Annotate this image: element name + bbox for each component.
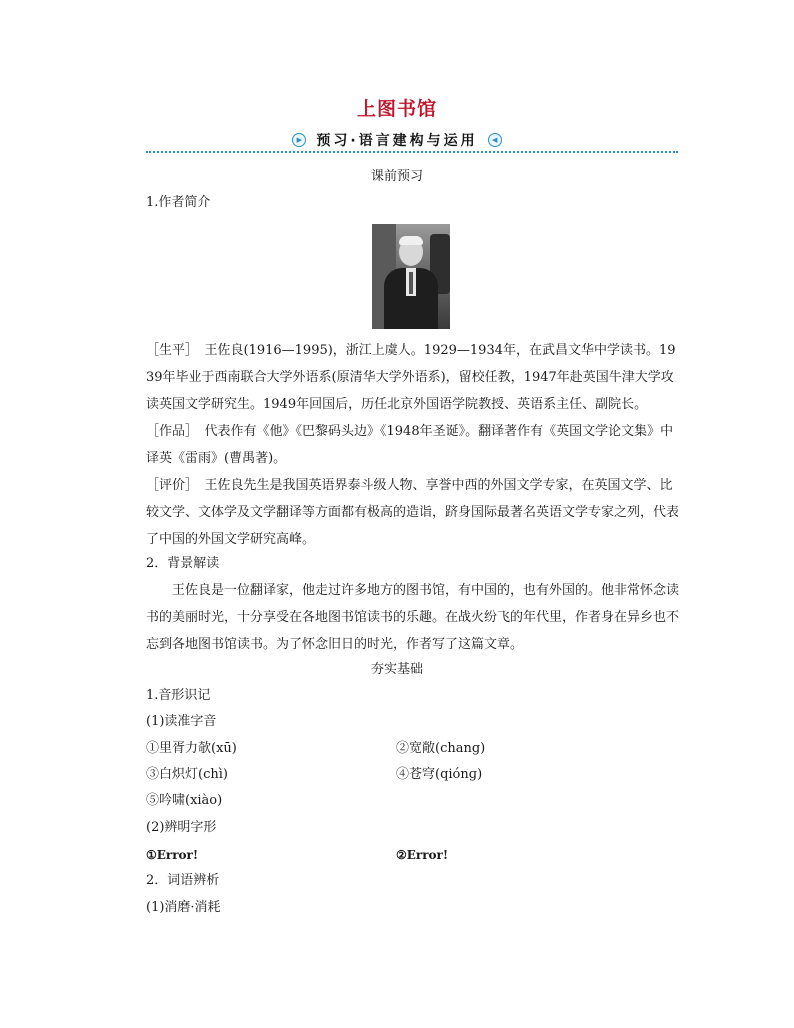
play-left-icon: ◀ [488, 133, 502, 147]
pron-item: ⑤吟啸(xiào) [146, 793, 223, 808]
word-subheading: (1)消磨·消耗 [146, 900, 221, 915]
section-banner [0, 129, 794, 151]
section-heading-basic: 夯实基础 [370, 662, 423, 677]
page-title: 上图书馆 [356, 98, 437, 120]
pron-item: ①里胥力欹(xū) [146, 741, 237, 756]
pron-item: ②宽敞(chang) [396, 741, 486, 756]
author-portrait [372, 224, 450, 329]
section-heading-preview: 课前预习 [370, 169, 423, 184]
life-paragraph: ［生平］ 王佐良(1916—1995)，浙江上虞人。1929—1934年，在武昌文华中学读书。1939年毕业于西南联合大学外语系(原清华大学外语系)，留校任教，1947年赴英国牛津大学攻读英国文学研究生。1949年回国后，历任北京外国语学院教授、英语系主任、副院长。 [146, 343, 676, 412]
shape-item: ②Error! [396, 848, 449, 862]
pronunciation-heading: 1.音形识记 [146, 688, 211, 703]
works-paragraph: ［作品］ 代表作有《他》《巴黎码头边》《1948年圣诞》。翻译著作有《英国文学论文集》中译英《雷雨》(曹禺著)。 [146, 424, 674, 466]
pronunciation-subheading: (1)读准字音 [146, 714, 217, 729]
pron-item: ④苍穹(qiónɡ) [396, 767, 483, 782]
review-paragraph: ［评价］ 王佐良先生是我国英语界泰斗级人物、享誉中西的外国文学专家，在英国文学、比较文学、文体学及文学翻译等方面都有极高的造诣，跻身国际最著名英语文学专家之列，代表了中国的外国文学研究高峰。 [146, 478, 680, 547]
background-paragraph: 王佐良是一位翻译家，他走过许多地方的图书馆，有中国的，也有外国的。他非常怀念读书的美丽时光，十分享受在各地图书馆读书的乐趣。在战火纷飞的年代里，作者身在异乡也不忘到各地图书馆读书。为了怀念旧日的时光，作者写了这篇文章。 [146, 583, 680, 652]
pron-item: ③白炽灯(chì) [146, 767, 228, 782]
play-right-icon: ▶ [292, 133, 306, 147]
author-intro-heading: 1.作者简介 [146, 195, 211, 210]
background-heading: 2．背景解读 [146, 556, 220, 571]
dotted-divider [146, 151, 678, 153]
banner-label: 预习·语言建构与运用 [316, 133, 478, 149]
shape-item: ①Error! [146, 848, 199, 862]
shape-subheading: (2)辨明字形 [146, 820, 217, 835]
word-heading: 2．词语辨析 [146, 873, 220, 888]
